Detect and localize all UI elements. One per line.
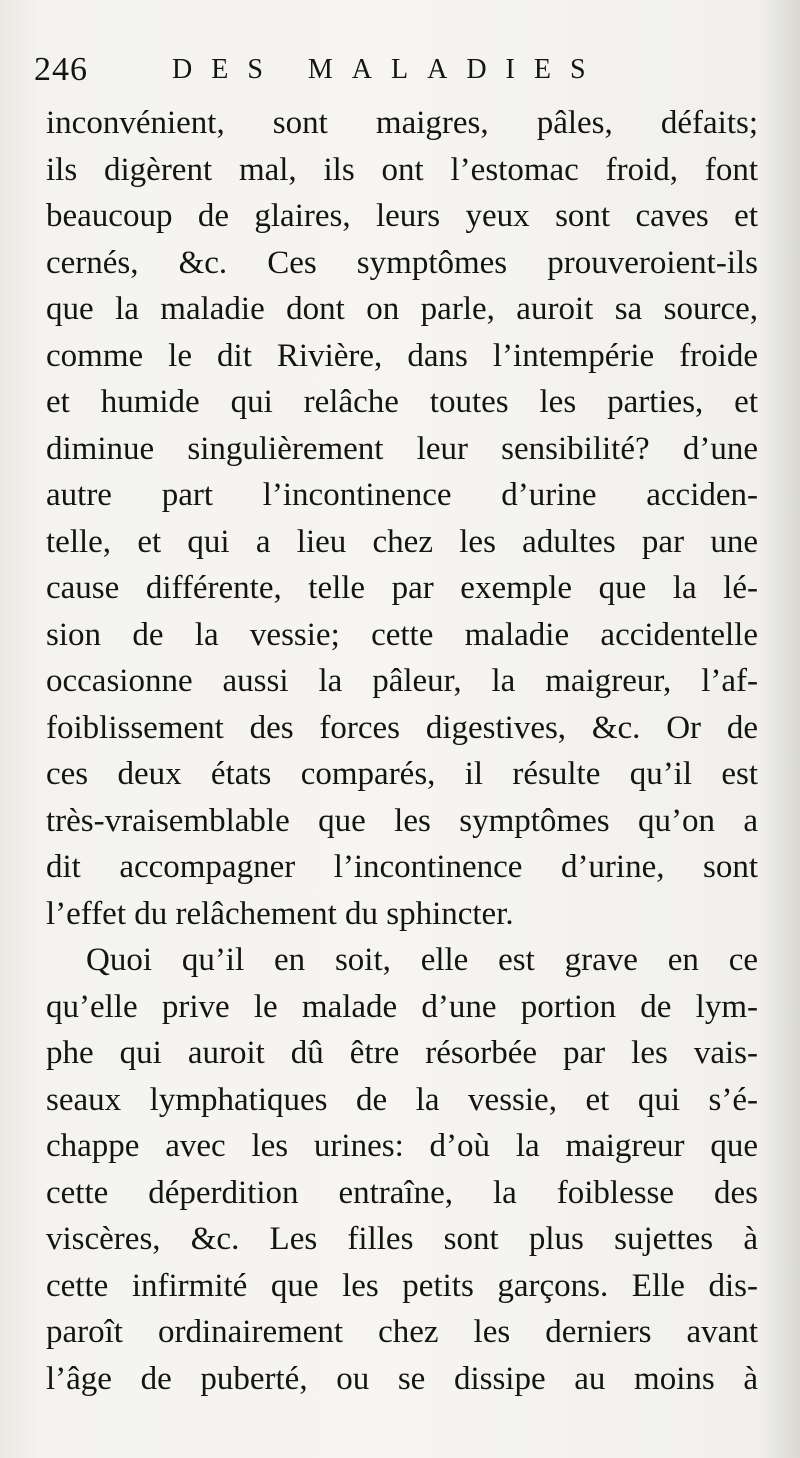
text-line: très-vraisemblable que les symptômes qu’on a xyxy=(46,802,758,839)
page-number: 246 xyxy=(34,51,88,88)
text-line: inconvénient, sont maigres, pâles, défaits; xyxy=(46,105,758,141)
text-line: seaux lymphatiques de la vessie, et qui s’é- xyxy=(46,1081,758,1118)
page-header xyxy=(34,42,764,98)
text-line: chappe avec les urines: d’où la maigreur que xyxy=(46,1128,758,1164)
text-line: ils digèrent mal, ils ont l’estomac froid, font xyxy=(46,151,758,188)
text-line: cette infirmité que les petits garçons. Elle dis- xyxy=(46,1267,758,1304)
text-line: qu’elle prive le malade d’une portion de lym- xyxy=(46,988,758,1025)
text-line: paroît ordinairement chez les derniers avant xyxy=(46,1314,758,1350)
text-line: l’âge de puberté, ou se dissipe au moins à xyxy=(46,1360,758,1397)
text-line: diminue singulièrement leur sensibilité? d’une xyxy=(46,430,758,467)
text-line: foiblissement des forces digestives, &c. Or de xyxy=(46,709,758,746)
text-line: beaucoup de glaires, leurs yeux sont caves et xyxy=(46,198,758,234)
text-line: autre part l’incontinence d’urine acciden- xyxy=(46,477,758,513)
text-line: ces deux états comparés, il résulte qu’il est xyxy=(46,756,758,792)
text-line: phe qui auroit dû être résorbée par les vais- xyxy=(46,1035,758,1071)
paragraph-start-line: Quoi qu’il en soit, elle est grave en ce xyxy=(86,942,758,978)
body-text xyxy=(46,100,758,1402)
text-line: telle, et qui a lieu chez les adultes par une xyxy=(46,523,758,560)
text-line: et humide qui relâche toutes les parties, et xyxy=(46,384,758,420)
text-line: cette déperdition entraîne, la foiblesse des xyxy=(46,1174,758,1211)
text-line: dit accompagner l’incontinence d’urine, sont xyxy=(46,849,758,885)
text-line: occasionne aussi la pâleur, la maigreur, l’af- xyxy=(46,663,758,699)
text-line: cause différente, telle par exemple que la lé- xyxy=(46,570,758,606)
paragraph-end-line: l’effet du relâchement du sphincter. xyxy=(46,895,514,932)
text-line: cernés, &c. Ces symptômes prouveroient-ils xyxy=(46,244,758,281)
text-line: viscères, &c. Les filles sont plus sujettes à xyxy=(46,1221,758,1257)
running-title: DES MALADIES xyxy=(172,54,605,85)
text-line: que la maladie dont on parle, auroit sa source, xyxy=(46,291,758,327)
text-line: comme le dit Rivière, dans l’intempérie froide xyxy=(46,337,758,374)
text-line: sion de la vessie; cette maladie accidentelle xyxy=(46,616,758,653)
